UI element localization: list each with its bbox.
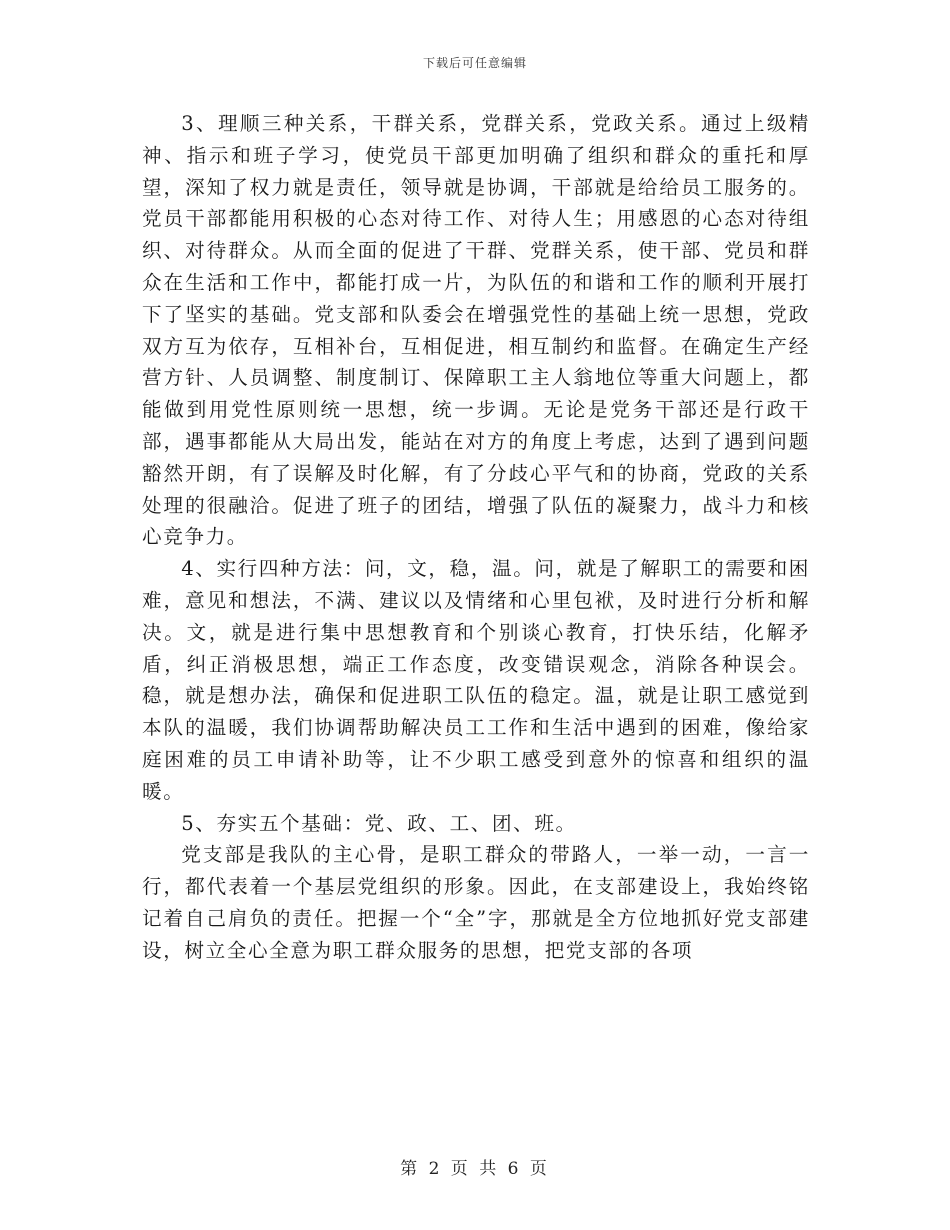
paragraph-methods: 4、实行四种方法：问，文，稳，温。问，就是了解职工的需要和困难，意见和想法，不满、建议以及情绪和心里包袱，及时进行分析和解决。文，就是进行集中思想教育和个别谈心教育，打快乐结，化解矛盾，纠正消极思想，端正工作态度，改变错误观念，消除各种误会。稳，就是想办法，确保和促进职工队伍的稳定。温，就是让职工感觉到本队的温暖，我们协调帮助解决员工工作和生活中遇到的困难，像给家庭困难的员工申请补助等，让不少职工感受到意外的惊喜和组织的温暖。 [142, 557, 810, 803]
paragraph-relations: 3、理顺三种关系，干群关系，党群关系，党政关系。通过上级精神、指示和班子学习，使党员干部更加明确了组织和群众的重托和厚望，深知了权力就是责任，领导就是协调，干部就是给给员工服务的。党员干部都能用积极的心态对待工作、对待人生；用感恩的心态对待组织、对待群众。从而全面的促进了干群、党群关系，使干部、党员和群众在生活和工作中，都能打成一片，为队伍的和谐和工作的顺利开展打下了坚实的基础。党支部和队委会在增强党性的基础上统一思想，党政双方互为依存，互相补台，互相促进，相互制约和监督。在确定生产经营方针、人员调整、制度制订、保障职工主人翁地位等重大问题上，都能做到用党性原则统一思想，统一步调。无论是党务干部还是行政干部，遇事都能从大局出发，能站在对方的角度上考虑，达到了遇到问题豁然开朗，有了误解及时化解，有了分歧心平气和的协商，党政的关系处理的很融洽。促进了班子的团结，增强了队伍的凝聚力，战斗力和核心竞争力。 [142, 112, 810, 549]
paragraph-foundations: 5、夯实五个基础：党、政、工、团、班。 [181, 811, 577, 835]
document-body [142, 108, 810, 967]
page-header: 下载后可任意编辑 [422, 56, 527, 70]
paragraph-party-branch: 党支部是我队的主心骨，是职工群众的带路人，一举一动，一言一行，都代表着一个基层党组织的形象。因此，在支部建设上，我始终铭记着自己肩负的责任。把握一个“全”字，那就是全方位地抓好党支部建设，树立全心全意为职工群众服务的思想，把党支部的各项 [142, 843, 810, 962]
page-number: 第 2 页 共 6 页 [400, 1159, 550, 1179]
